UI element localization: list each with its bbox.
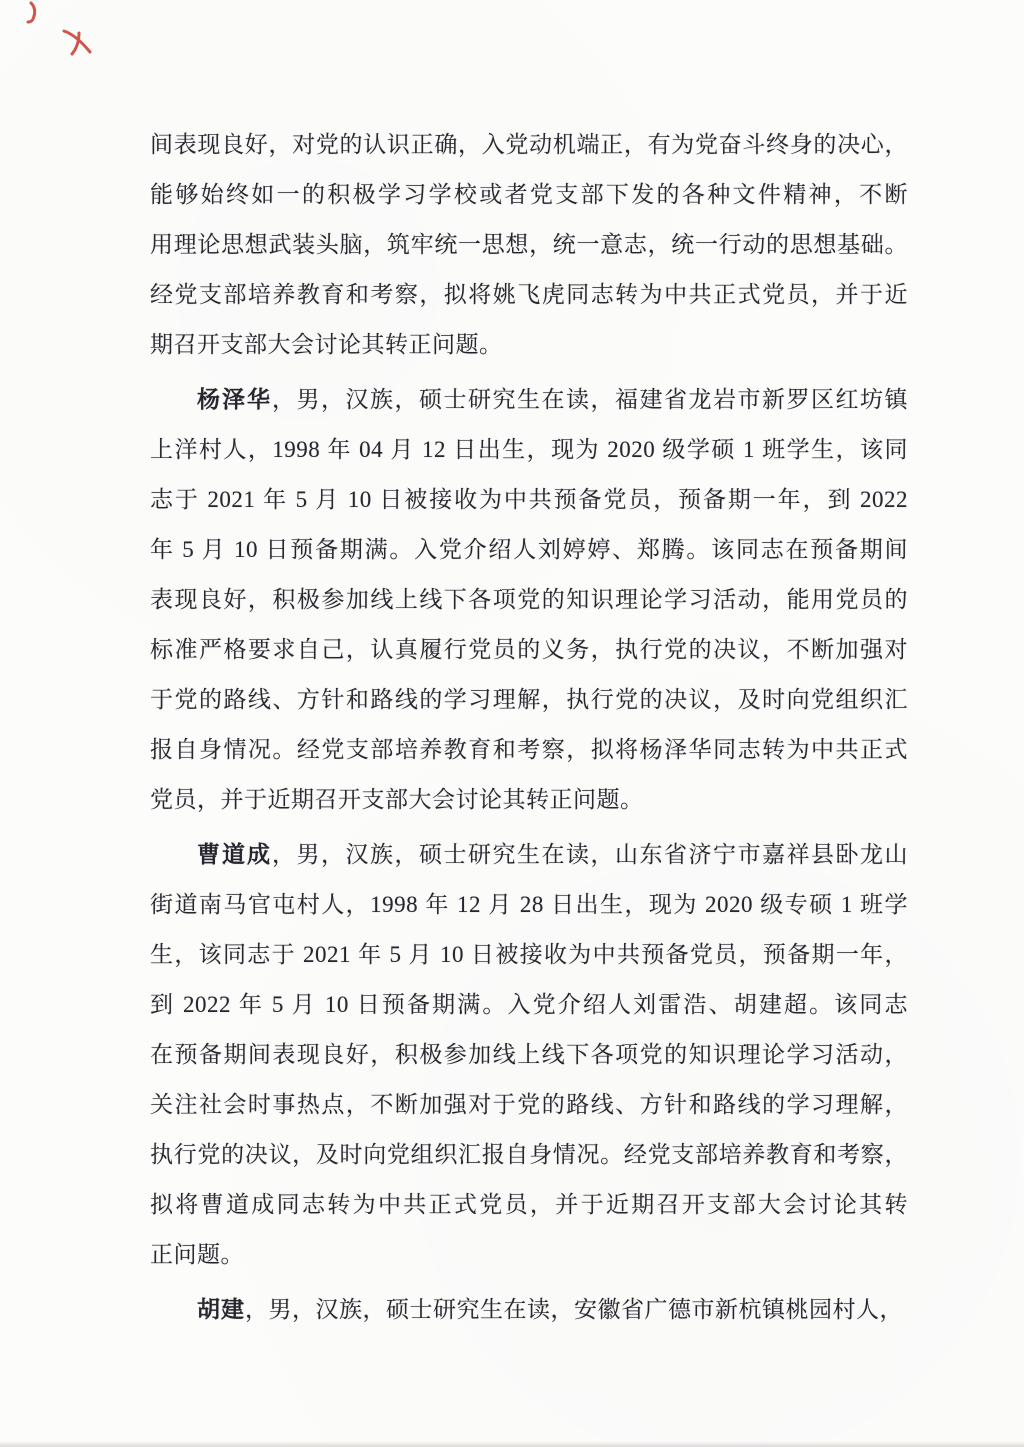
- document-line: 上洋村人，1998 年 04 月 12 日出生，现为 2020 级学硕 1 班学生，该同: [150, 437, 908, 462]
- document-line: 生，该同志于 2021 年 5 月 10 日被接收为中共预备党员，预备期一年，: [150, 942, 908, 967]
- document-line: 街道南马官屯村人，1998 年 12 月 28 日出生，现为 2020 级专硕 1 班学: [150, 892, 908, 917]
- document-line: 杨泽华，男，汉族，硕士研究生在读，福建省龙岩市新罗区红坊镇: [197, 387, 908, 412]
- document-line: 正问题。: [150, 1242, 244, 1267]
- document-line: 于党的路线、方针和路线的学习理解，执行党的决议，及时向党组织汇: [150, 687, 908, 712]
- person-name: 胡建: [197, 1297, 245, 1322]
- document-line: 曹道成，男，汉族，硕士研究生在读，山东省济宁市嘉祥县卧龙山: [197, 842, 908, 867]
- document-line: 能够始终如一的积极学习学校或者党支部下发的各种文件精神，不断: [150, 182, 908, 207]
- document-line: 用理论思想武装头脑，筑牢统一思想，统一意志，统一行动的思想基础。: [150, 232, 908, 257]
- document-line: 胡建，男，汉族，硕士研究生在读，安徽省广德市新杭镇桃园村人，: [197, 1297, 903, 1322]
- document-line: 间表现良好，对党的认识正确，入党动机端正，有为党奋斗终身的决心，: [150, 132, 908, 157]
- paragraph: [150, 375, 908, 825]
- document-line: 拟将曹道成同志转为中共正式党员，并于近期召开支部大会讨论其转: [150, 1192, 908, 1217]
- person-name: 杨泽华: [197, 387, 272, 412]
- document-body: [150, 120, 908, 1340]
- scan-edge: [0, 1441, 1024, 1447]
- red-pen-marks-icon: [0, 0, 120, 70]
- document-line: 关注社会时事热点，不断加强对于党的路线、方针和路线的学习理解，: [150, 1092, 908, 1117]
- document-line: 志于 2021 年 5 月 10 日被接收为中共预备党员，预备期一年，到 2022: [150, 487, 908, 512]
- document-line: 期召开支部大会讨论其转正问题。: [150, 332, 503, 357]
- person-name: 曹道成: [197, 842, 272, 867]
- red-pen-mark-icon: [64, 31, 90, 54]
- red-pen-mark-icon: [28, 3, 35, 22]
- document-line: 到 2022 年 5 月 10 日预备期满。入党介绍人刘雷浩、胡建超。该同志: [150, 992, 908, 1017]
- document-line: 在预备期间表现良好，积极参加线上线下各项党的知识理论学习活动，: [150, 1042, 908, 1067]
- document-line: 经党支部培养教育和考察，拟将姚飞虎同志转为中共正式党员，并于近: [150, 282, 908, 307]
- paragraph: [150, 830, 908, 1280]
- paragraph: [150, 1285, 908, 1335]
- document-line: 报自身情况。经党支部培养教育和考察，拟将杨泽华同志转为中共正式: [150, 737, 908, 762]
- document-line: 党员，并于近期召开支部大会讨论其转正问题。: [150, 787, 644, 812]
- document-line: 标准严格要求自己，认真履行党员的义务，执行党的决议，不断加强对: [150, 637, 908, 662]
- document-line: 年 5 月 10 日预备期满。入党介绍人刘婷婷、郑腾。该同志在预备期间: [150, 537, 908, 562]
- document-line: 执行党的决议，及时向党组织汇报自身情况。经党支部培养教育和考察，: [150, 1142, 908, 1167]
- paragraph: [150, 120, 908, 370]
- document-line: 表现良好，积极参加线上线下各项党的知识理论学习活动，能用党员的: [150, 587, 908, 612]
